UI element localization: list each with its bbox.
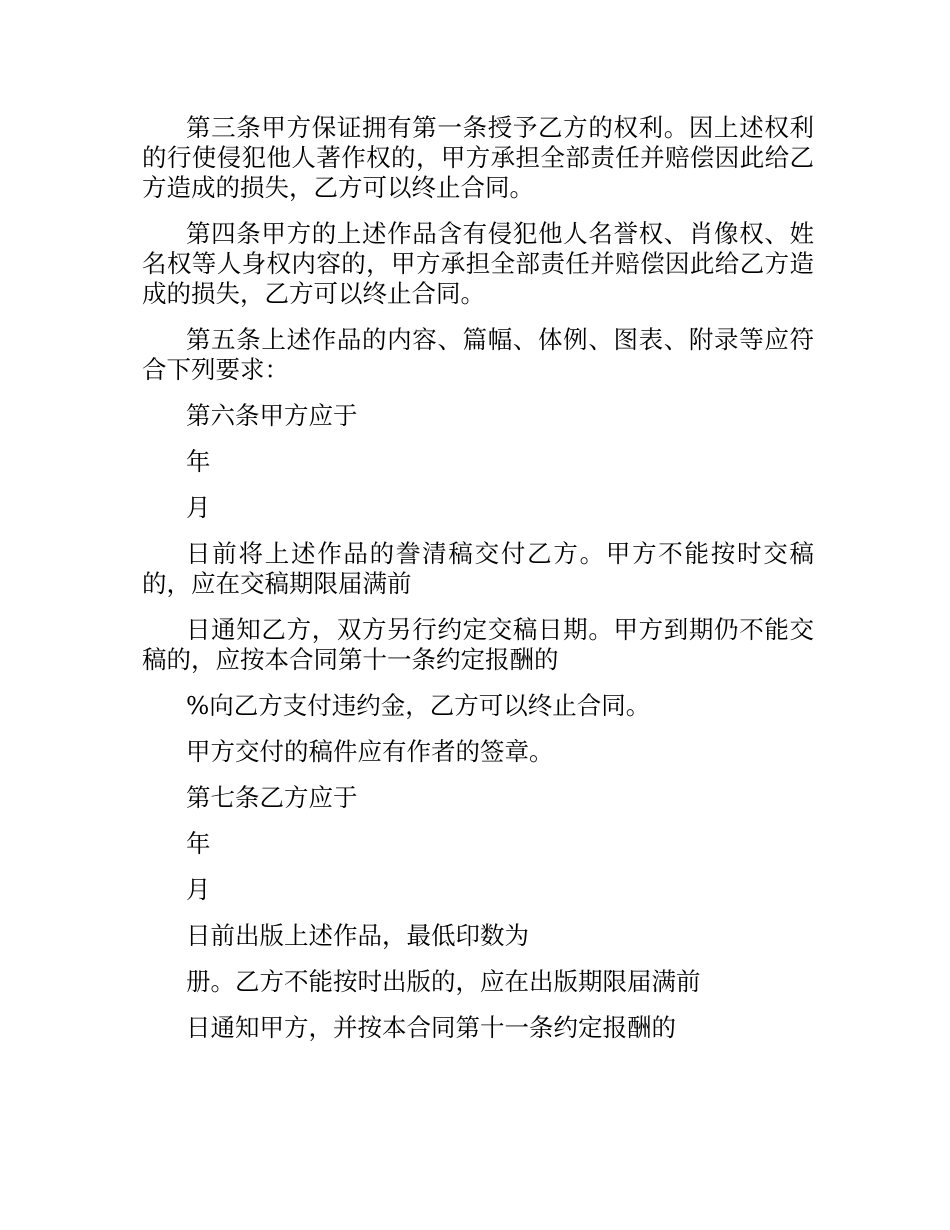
article-5-paragraph: 第五条上述作品的内容、篇幅、体例、图表、附录等应符合下列要求：	[142, 325, 814, 384]
article-7-notice: 日通知甲方，并按本合同第十一条约定报酬的	[186, 1013, 676, 1042]
article-6-penalty: %向乙方支付违约金，乙方可以终止合同。	[186, 691, 651, 720]
article-7-month: 月	[186, 875, 211, 904]
article-7-heading: 第七条乙方应于	[186, 783, 358, 812]
article-6-delivery: 日前将上述作品的誊清稿交付乙方。甲方不能按时交稿的，应在交稿期限届满前	[142, 539, 814, 598]
article-6-month: 月	[186, 493, 211, 522]
article-4-paragraph: 第四条甲方的上述作品含有侵犯他人名誉权、肖像权、姓名权等人身权内容的，甲方承担全部责任并赔偿因此给乙方造成的损失，乙方可以终止合同。	[142, 219, 814, 308]
article-6-heading: 第六条甲方应于	[186, 401, 358, 430]
article-3-paragraph: 第三条甲方保证拥有第一条授予乙方的权利。因上述权利的行使侵犯他人著作权的，甲方承担全部责任并赔偿因此给乙方造成的损失，乙方可以终止合同。	[142, 113, 814, 202]
article-7-print-run: 日前出版上述作品，最低印数为	[186, 921, 529, 950]
article-6-year: 年	[186, 447, 211, 476]
article-7-year: 年	[186, 829, 211, 858]
article-6-notice: 日通知乙方，双方另行约定交稿日期。甲方到期仍不能交稿的，应按本合同第十一条约定报酬的	[142, 615, 814, 674]
document-body	[142, 113, 814, 1059]
article-7-delay: 册。乙方不能按时出版的，应在出版期限届满前	[186, 967, 701, 996]
article-6-signature: 甲方交付的稿件应有作者的签章。	[186, 737, 554, 766]
